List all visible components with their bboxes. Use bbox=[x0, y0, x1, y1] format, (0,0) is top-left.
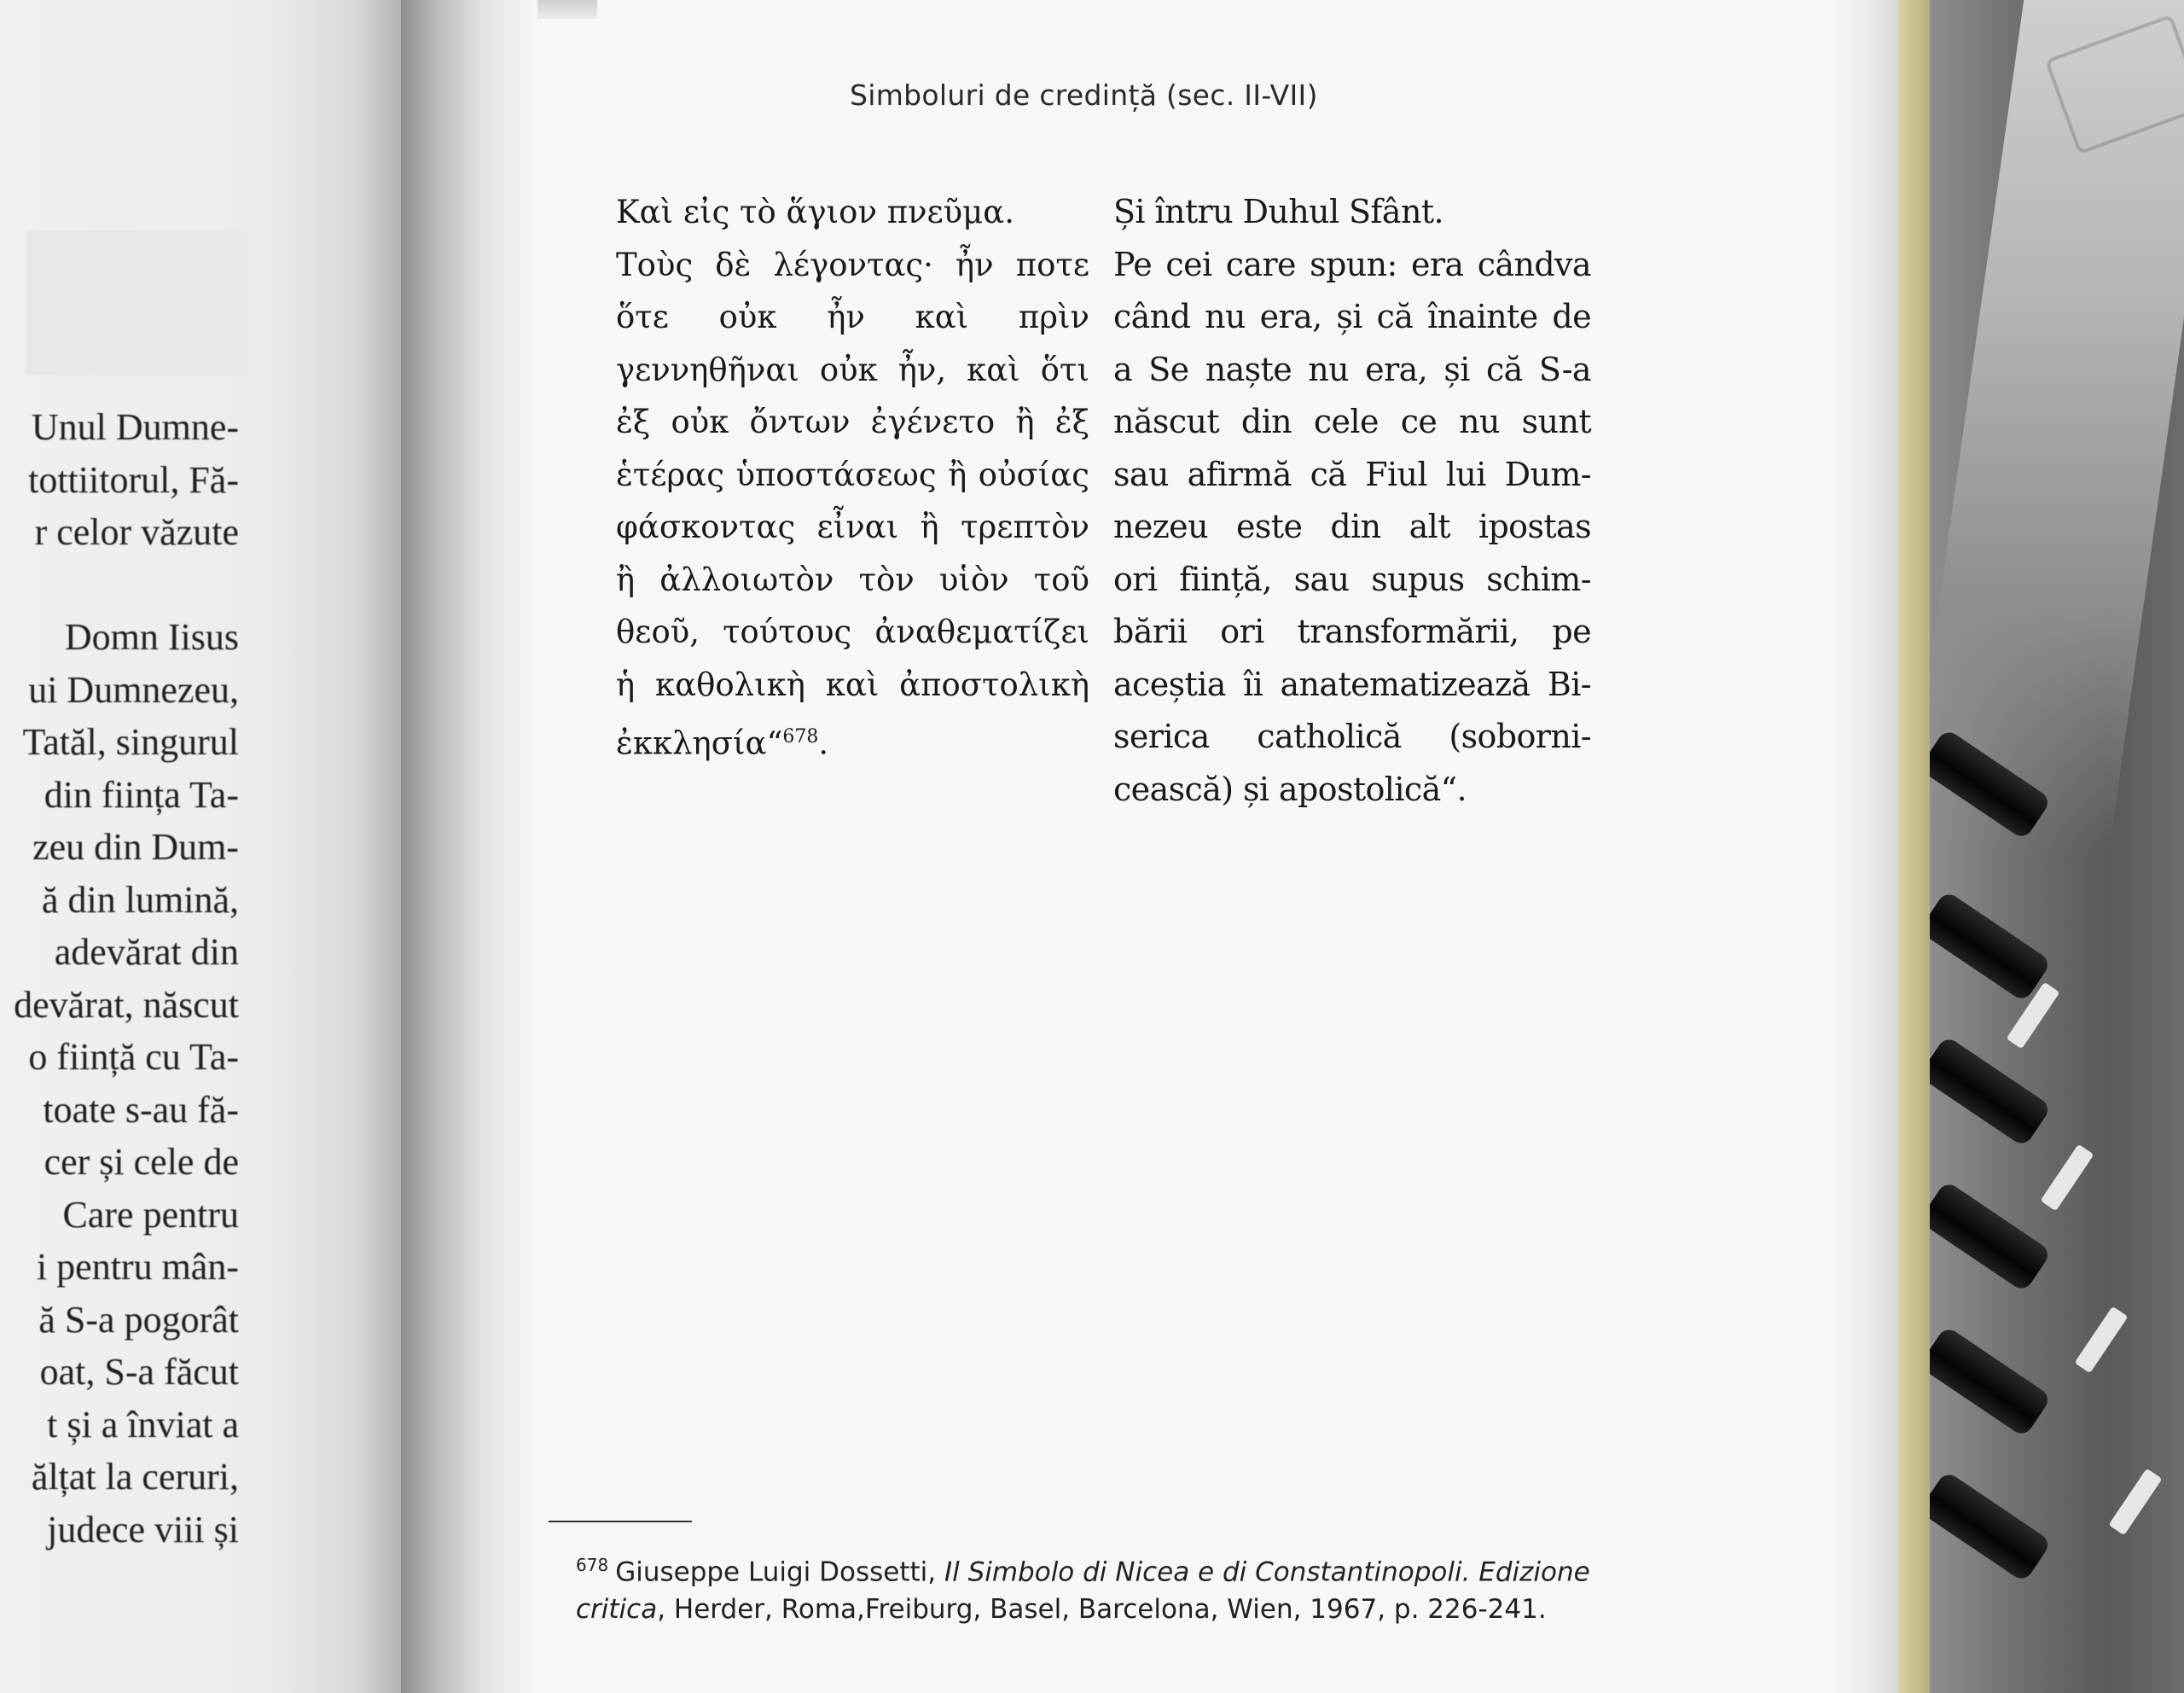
binder-ring-gap bbox=[2041, 1144, 2094, 1212]
greek-line: ἢ ἀλλοιωτὸν τὸν υἱὸν τοῦ bbox=[616, 561, 1089, 598]
romanian-line: nezeu este din alt ipostas bbox=[1113, 508, 1591, 545]
left-line: adevărat din bbox=[54, 931, 239, 973]
footnote-author: Giuseppe Luigi Dossetti, bbox=[615, 1556, 944, 1588]
romanian-line: sau afirmă că Fiul lui Dum- bbox=[1113, 455, 1591, 493]
romanian-line: ori ființă, sau supus schim- bbox=[1113, 560, 1591, 598]
left-line: ă S-a pogorât bbox=[38, 1298, 239, 1341]
page-right-edge bbox=[1833, 0, 1901, 1693]
binder-ring bbox=[1930, 1180, 2052, 1293]
romanian-line: aceștia îi anatematizează Bi- bbox=[1113, 665, 1591, 703]
romanian-line: bării ori transformării, pe bbox=[1113, 613, 1591, 650]
left-line: devărat, născut bbox=[14, 983, 239, 1026]
left-line: Domn Iisus bbox=[64, 616, 239, 658]
romanian-line: când nu era, și că înainte de bbox=[1113, 298, 1591, 335]
greek-text-column bbox=[616, 186, 1089, 770]
left-line: cer și cele de bbox=[44, 1141, 239, 1183]
left-line: r celor văzute bbox=[34, 511, 239, 553]
greek-line: ἑτέρας ὑποστάσεως ἢ οὐσίας bbox=[616, 456, 1089, 493]
footnote-separator bbox=[549, 1521, 692, 1522]
romanian-text-column bbox=[1113, 186, 1591, 816]
binder-ring bbox=[1930, 1035, 2052, 1148]
left-line: zeu din Dum- bbox=[32, 826, 239, 868]
left-line: toate s-au fă- bbox=[43, 1088, 239, 1131]
footnote-reference: 678 bbox=[782, 726, 819, 748]
left-line: tottiitorul, Fă- bbox=[28, 458, 239, 501]
left-line: judece viii și bbox=[47, 1508, 239, 1550]
left-page-bleedthrough bbox=[26, 230, 247, 375]
left-line: o ființă cu Ta- bbox=[28, 1036, 239, 1078]
romanian-line: Și întru Duhul Sfânt. bbox=[1113, 193, 1443, 230]
greek-line: ἐκκλησία“ bbox=[616, 724, 783, 762]
footnote-title: Il Simbolo di Nicea e di Constantinopoli. Edizione critica bbox=[576, 1556, 1590, 1626]
book-gutter-shadow bbox=[401, 0, 537, 1693]
left-line: t și a înviat a bbox=[47, 1403, 239, 1446]
romanian-line: a Se naște nu era, și că S-a bbox=[1113, 350, 1591, 388]
greek-line: Καὶ εἰς τὸ ἅγιον πνεῦμα. bbox=[616, 194, 1014, 230]
greek-line: Τοὺς δὲ λέγοντας· ἦν ποτε bbox=[616, 246, 1089, 283]
binder-ring bbox=[1930, 1325, 2052, 1438]
binder-ring-gap bbox=[2109, 1469, 2163, 1536]
left-page bbox=[0, 0, 444, 1693]
left-line: din ființa Ta- bbox=[44, 773, 239, 816]
romanian-line: născut din cele ce nu sunt bbox=[1113, 403, 1591, 440]
footnote-publication: , Herder, Roma,Freiburg, Basel, Barcelona, Wien, 1967, p. 226-241. bbox=[657, 1594, 1547, 1626]
running-header: Simboluri de credință (sec. II-VII) bbox=[850, 79, 1318, 112]
left-line: ă din lumină, bbox=[42, 878, 239, 921]
greek-line: ὅτε οὐκ ἦν καὶ πρὶν bbox=[616, 299, 1089, 335]
greek-line: φάσκοντας εἶναι ἢ τρεπτὸν bbox=[616, 509, 1089, 545]
left-line: Care pentru bbox=[62, 1193, 239, 1236]
left-line: oat, S-a făcut bbox=[39, 1351, 239, 1393]
left-line: ălțat la ceruri, bbox=[31, 1456, 239, 1498]
footnote bbox=[576, 1546, 1625, 1628]
greek-last-line bbox=[616, 711, 1089, 770]
greek-line: θεοῦ, τούτους ἀναθεματίζει bbox=[616, 614, 1089, 650]
greek-line: γεννηθῆναι οὐκ ἦν, καὶ ὅτι bbox=[616, 351, 1089, 388]
greek-end-punctuation: . bbox=[818, 724, 829, 762]
greek-line: ἐξ οὐκ ὄντων ἐγένετο ἢ ἐξ bbox=[616, 404, 1089, 440]
left-page-text bbox=[14, 401, 239, 1556]
book-cover-edge bbox=[1899, 0, 1930, 1693]
left-line bbox=[14, 559, 239, 612]
binder-ring-gap bbox=[2075, 1306, 2129, 1374]
binder-ring bbox=[1930, 890, 2052, 1003]
romanian-line: Pe cei care spun: era cândva bbox=[1113, 245, 1591, 283]
footnote-number: 678 bbox=[576, 1555, 609, 1575]
left-line: Tatăl, singurul bbox=[22, 721, 239, 763]
romanian-line: serica catholică (soborni- bbox=[1113, 718, 1591, 755]
spiral-binder bbox=[1930, 0, 2184, 1693]
greek-line: ἡ καθολικὴ καὶ ἀποστολικὴ bbox=[616, 666, 1089, 703]
binder-ring bbox=[1930, 1470, 2052, 1583]
romanian-line: cească) și apostolică“. bbox=[1113, 770, 1467, 808]
left-line: Unul Dumne- bbox=[31, 406, 239, 448]
left-line: i pentru mân- bbox=[36, 1246, 239, 1288]
left-line: ui Dumnezeu, bbox=[28, 668, 239, 711]
